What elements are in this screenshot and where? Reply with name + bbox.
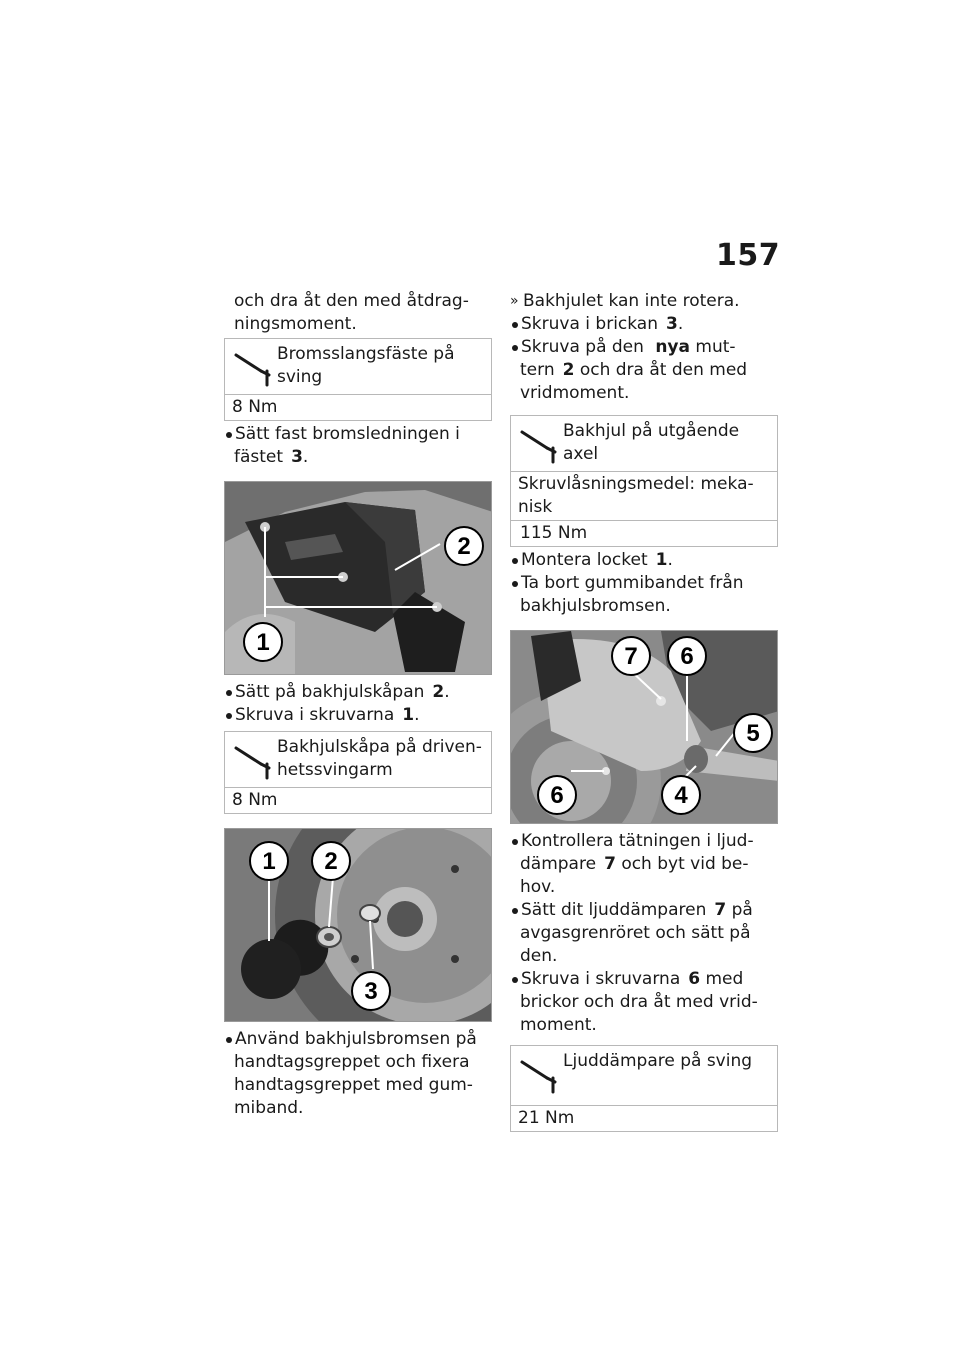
torque-label-line-2: axel	[563, 444, 599, 464]
torque-spec-rear-wheel	[510, 415, 778, 547]
threadlocker-spec	[511, 472, 777, 520]
punctuation: .	[302, 447, 309, 467]
reference-number: 7	[604, 854, 616, 874]
reference-number: 3	[666, 314, 678, 334]
torque-value: 21 Nm	[518, 1108, 575, 1128]
torque-value: 115 Nm	[511, 520, 777, 546]
photo-rear-axle	[224, 828, 492, 1022]
callout-3: 3	[364, 978, 378, 1005]
torque-wrench-icon	[517, 1050, 561, 1094]
result-text: Bakhjulet kan inte rotera.	[523, 291, 740, 311]
callout-6: 6	[680, 643, 694, 670]
torque-value: 8 Nm	[232, 397, 278, 417]
threadlocker-line-1: Skruvlåsningsmedel: meka-	[518, 474, 754, 494]
reference-number: 6	[688, 969, 701, 989]
right-column	[510, 290, 778, 1134]
intro-line-2: ningsmoment.	[234, 314, 357, 334]
step-check-seal-3: hov.	[520, 877, 556, 897]
step-text: Skruva i brickan	[521, 314, 658, 334]
step-text: på	[731, 900, 753, 920]
step-apply-brake-3: handtagsgreppet med gum-	[234, 1075, 473, 1095]
reference-number: 1	[655, 550, 668, 570]
torque-label-line-1: Bakhjulskåpa på driven-	[277, 737, 482, 757]
torque-spec-silencer	[510, 1045, 778, 1132]
result-marker: »	[510, 293, 519, 309]
reference-number: 1	[402, 705, 415, 725]
torque-wrench-icon	[517, 420, 561, 464]
step-silencer-screws-2: brickor och dra åt med vrid-	[520, 992, 758, 1012]
callout-1: 1	[256, 629, 270, 656]
step-fit-silencer-3: den.	[520, 946, 558, 966]
reference-number: 3	[291, 447, 303, 467]
callout-2: 2	[457, 533, 471, 560]
step-fit-silencer-2: avgasgrenröret och sätt på	[520, 923, 751, 943]
step-washer	[510, 313, 778, 336]
step-fit-cover	[224, 681, 492, 704]
step-apply-brake-2: handtagsgreppet och fixera	[234, 1052, 470, 1072]
step-text: fästet	[234, 447, 284, 467]
step-check-seal: Kontrollera tätningen i ljud-	[510, 830, 778, 853]
callout-5: 5	[746, 720, 760, 747]
torque-label-line-1: Ljuddämpare på sving	[563, 1051, 753, 1071]
torque-label-line-2: sving	[277, 367, 323, 387]
step-brake-line	[224, 423, 492, 446]
step-silencer-screws	[510, 968, 778, 991]
step-text: Montera locket	[521, 550, 648, 570]
step-text: Sätt på bakhjulskåpan	[235, 682, 425, 702]
photo-silencer	[510, 630, 778, 824]
punctuation: .	[414, 705, 420, 725]
step-new-nut-3: vridmoment.	[520, 383, 630, 403]
step-text: mut-	[695, 337, 736, 357]
reference-number: 7	[714, 900, 727, 920]
torque-spec-brake-hose	[224, 338, 492, 421]
step-text: Sätt dit ljuddämparen	[521, 900, 707, 920]
step-text: Skruva på den	[521, 337, 644, 357]
callout-4: 4	[674, 782, 688, 809]
step-fit-cap	[510, 549, 778, 572]
step-remove-band-2: bakhjulsbromsen.	[520, 596, 671, 616]
step-new-nut	[510, 336, 778, 359]
step-text: tern	[520, 360, 555, 380]
emphasis: nya	[655, 337, 690, 357]
step-screws	[224, 704, 492, 727]
step-fit-silencer	[510, 899, 778, 922]
callout-7: 7	[624, 643, 638, 670]
callout-2: 2	[324, 848, 338, 875]
step-remove-band: Ta bort gummibandet från	[510, 572, 778, 595]
step-text: Skruva i skruvarna	[235, 705, 395, 725]
step-apply-brake-4: miband.	[234, 1098, 304, 1118]
step-brake-line-2	[224, 446, 492, 469]
threadlocker-line-2: nisk	[518, 497, 553, 517]
torque-wrench-icon	[231, 736, 275, 780]
torque-label-line-1: Bakhjul på utgående	[563, 421, 740, 441]
reference-number: 2	[432, 682, 445, 702]
torque-label-line-1: Bromsslangsfäste på	[277, 344, 455, 364]
step-silencer-screws-3: moment.	[520, 1015, 597, 1035]
punctuation: .	[677, 314, 684, 334]
left-column	[224, 290, 492, 1120]
reference-number: 2	[562, 360, 575, 380]
torque-spec-wheel-cover	[224, 731, 492, 814]
torque-wrench-icon	[231, 343, 275, 387]
step-check-seal-2	[510, 853, 778, 876]
step-text: dämpare	[520, 854, 597, 874]
step-text: och byt vid be-	[621, 854, 749, 874]
step-text: och dra åt den med	[579, 360, 748, 380]
step-apply-brake	[224, 1028, 492, 1051]
punctuation: .	[667, 550, 673, 570]
step-text: med	[705, 969, 744, 989]
callout-1: 1	[262, 848, 276, 875]
intro-line-1: och dra åt den med åtdrag-	[234, 291, 469, 311]
step-text: Sätt fast bromsledningen i	[235, 424, 460, 444]
callout-6-lower: 6	[550, 782, 564, 809]
step-text: Använd bakhjulsbromsen på	[235, 1029, 477, 1049]
step-text: Skruva i skruvarna	[521, 969, 681, 989]
photo-rear-wheel-cover	[224, 481, 492, 675]
torque-value: 8 Nm	[232, 790, 278, 810]
torque-label-line-2: hetssvingarm	[277, 760, 393, 780]
result-wheel-locked	[510, 290, 778, 313]
step-new-nut-2	[510, 359, 778, 382]
punctuation: .	[444, 682, 450, 702]
page-number: 157	[716, 238, 781, 273]
